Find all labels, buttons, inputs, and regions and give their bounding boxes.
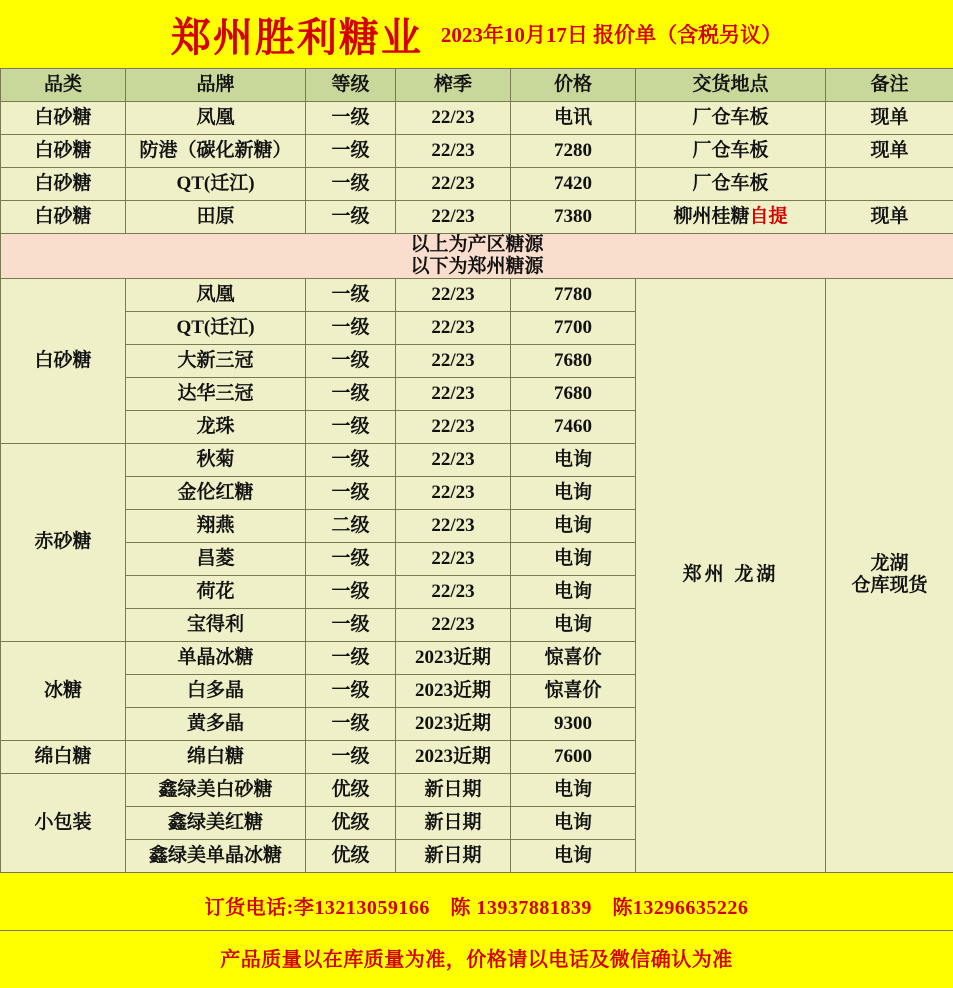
column-header-season: 榨季	[396, 69, 511, 102]
column-header-price: 价格	[511, 69, 636, 102]
cell-category: 白砂糖	[1, 102, 126, 135]
document-footer	[0, 873, 953, 988]
cell-grade: 一级	[306, 311, 396, 344]
cell-remark: 现单	[826, 135, 953, 168]
cell-price: 7680	[511, 377, 636, 410]
cell-season: 22/23	[396, 344, 511, 377]
column-header-brand: 品牌	[126, 69, 306, 102]
column-header-grade: 等级	[306, 69, 396, 102]
cell-grade: 一级	[306, 575, 396, 608]
cell-season: 22/23	[396, 608, 511, 641]
cell-season: 2023近期	[396, 707, 511, 740]
cell-price: 电询	[511, 773, 636, 806]
remark-line-1: 龙湖	[870, 553, 909, 575]
self-pickup-label: 自提	[749, 206, 788, 228]
cell-grade: 一级	[306, 476, 396, 509]
cell-category-group-baishatang: 白砂糖	[1, 278, 126, 443]
cell-price: 电询	[511, 509, 636, 542]
cell-price: 电询	[511, 608, 636, 641]
cell-delivery-place-text: 柳州桂糖	[673, 206, 750, 228]
table-row	[1, 201, 953, 234]
cell-remark: 现单	[826, 102, 953, 135]
cell-grade: 一级	[306, 102, 396, 135]
cell-price: 7700	[511, 311, 636, 344]
cell-brand: 绵白糖	[126, 740, 306, 773]
cell-price: 电询	[511, 476, 636, 509]
cell-season: 新日期	[396, 839, 511, 872]
cell-category: 白砂糖	[1, 135, 126, 168]
cell-brand: 凤凰	[126, 278, 306, 311]
cell-brand: 黄多晶	[126, 707, 306, 740]
cell-season: 22/23	[396, 377, 511, 410]
cell-delivery-place: 厂仓车板	[636, 102, 826, 135]
table-row	[1, 102, 953, 135]
cell-price: 7380	[511, 201, 636, 234]
cell-grade: 一级	[306, 707, 396, 740]
cell-brand: 秋菊	[126, 443, 306, 476]
cell-delivery-place-local: 郑州 龙湖	[636, 278, 826, 872]
cell-price: 7680	[511, 344, 636, 377]
cell-season: 22/23	[396, 168, 511, 201]
cell-season: 22/23	[396, 542, 511, 575]
cell-brand: QT(迁江)	[126, 168, 306, 201]
cell-grade: 一级	[306, 443, 396, 476]
cell-season: 2023近期	[396, 740, 511, 773]
table-header-row	[1, 69, 953, 102]
cell-brand: QT(迁江)	[126, 311, 306, 344]
cell-grade: 二级	[306, 509, 396, 542]
cell-category: 白砂糖	[1, 168, 126, 201]
cell-brand: 大新三冠	[126, 344, 306, 377]
cell-brand: 鑫绿美单晶冰糖	[126, 839, 306, 872]
cell-price: 7420	[511, 168, 636, 201]
cell-price: 7460	[511, 410, 636, 443]
remark-line-2: 仓库现货	[851, 575, 928, 597]
cell-brand: 龙珠	[126, 410, 306, 443]
cell-category-group-mianbaitang: 绵白糖	[1, 740, 126, 773]
cell-grade: 一级	[306, 168, 396, 201]
cell-grade: 一级	[306, 542, 396, 575]
order-phone-line: 订货电话:李13213059166 陈 13937881839 陈13296635226	[204, 896, 749, 919]
cell-grade: 一级	[306, 641, 396, 674]
cell-remark: 现单	[826, 201, 953, 234]
cell-price: 电询	[511, 575, 636, 608]
column-header-remark: 备注	[826, 69, 953, 102]
cell-delivery-place: 厂仓车板	[636, 135, 826, 168]
cell-season: 22/23	[396, 102, 511, 135]
cell-grade: 一级	[306, 278, 396, 311]
cell-price: 7280	[511, 135, 636, 168]
cell-price: 9300	[511, 707, 636, 740]
cell-season: 2023近期	[396, 641, 511, 674]
cell-brand: 荷花	[126, 575, 306, 608]
cell-delivery-place	[636, 201, 826, 234]
cell-grade: 一级	[306, 410, 396, 443]
cell-price: 电讯	[511, 102, 636, 135]
cell-brand: 单晶冰糖	[126, 641, 306, 674]
cell-brand: 凤凰	[126, 102, 306, 135]
cell-grade: 一级	[306, 608, 396, 641]
cell-category-group-bingtang: 冰糖	[1, 641, 126, 740]
cell-brand: 田原	[126, 201, 306, 234]
cell-brand: 鑫绿美白砂糖	[126, 773, 306, 806]
cell-price: 惊喜价	[511, 674, 636, 707]
cell-category-group-xiaobaozhuang: 小包装	[1, 773, 126, 872]
cell-brand: 防港（碳化新糖）	[126, 135, 306, 168]
document-subtitle: 2023年10月17日 报价单（含税另议）	[440, 23, 783, 47]
cell-price: 7780	[511, 278, 636, 311]
cell-brand: 白多晶	[126, 674, 306, 707]
note-band-cell	[1, 234, 953, 279]
cell-season: 新日期	[396, 773, 511, 806]
cell-grade: 优级	[306, 773, 396, 806]
cell-price: 惊喜价	[511, 641, 636, 674]
disclaimer-line: 产品质量以在库质量为准，价格请以电话及微信确认为准	[220, 948, 733, 971]
cell-brand: 达华三冠	[126, 377, 306, 410]
cell-season: 22/23	[396, 311, 511, 344]
cell-category: 白砂糖	[1, 201, 126, 234]
column-header-delivery-place: 交货地点	[636, 69, 826, 102]
column-header-category: 品类	[1, 69, 126, 102]
cell-price: 7600	[511, 740, 636, 773]
cell-price: 电询	[511, 839, 636, 872]
cell-season: 2023近期	[396, 674, 511, 707]
cell-grade: 一级	[306, 201, 396, 234]
cell-remark-local	[826, 278, 953, 872]
cell-season: 22/23	[396, 410, 511, 443]
note-band-row	[1, 234, 953, 279]
cell-grade: 一级	[306, 135, 396, 168]
document-header	[0, 0, 953, 68]
cell-price: 电询	[511, 806, 636, 839]
cell-grade: 一级	[306, 377, 396, 410]
cell-season: 22/23	[396, 509, 511, 542]
cell-grade: 一级	[306, 344, 396, 377]
cell-brand: 宝得利	[126, 608, 306, 641]
cell-category-group-chishatang: 赤砂糖	[1, 443, 126, 641]
cell-brand: 鑫绿美红糖	[126, 806, 306, 839]
cell-delivery-place: 厂仓车板	[636, 168, 826, 201]
cell-brand: 昌菱	[126, 542, 306, 575]
cell-season: 22/23	[396, 476, 511, 509]
cell-price: 电询	[511, 443, 636, 476]
note-line-below: 以下为郑州糖源	[410, 255, 544, 277]
cell-season: 22/23	[396, 201, 511, 234]
cell-grade: 一级	[306, 674, 396, 707]
cell-season: 22/23	[396, 135, 511, 168]
table-row	[1, 278, 953, 311]
cell-remark	[826, 168, 953, 201]
cell-grade: 优级	[306, 839, 396, 872]
table-row	[1, 168, 953, 201]
cell-price: 电询	[511, 542, 636, 575]
cell-season: 22/23	[396, 278, 511, 311]
cell-brand: 翔燕	[126, 509, 306, 542]
cell-brand: 金伦红糖	[126, 476, 306, 509]
note-line-above: 以上为产区糖源	[410, 234, 544, 255]
cell-season: 新日期	[396, 806, 511, 839]
cell-grade: 一级	[306, 740, 396, 773]
price-table	[0, 68, 953, 873]
company-title: 郑州胜利糖业	[170, 14, 423, 60]
table-row	[1, 135, 953, 168]
cell-season: 22/23	[396, 443, 511, 476]
cell-season: 22/23	[396, 575, 511, 608]
cell-grade: 优级	[306, 806, 396, 839]
